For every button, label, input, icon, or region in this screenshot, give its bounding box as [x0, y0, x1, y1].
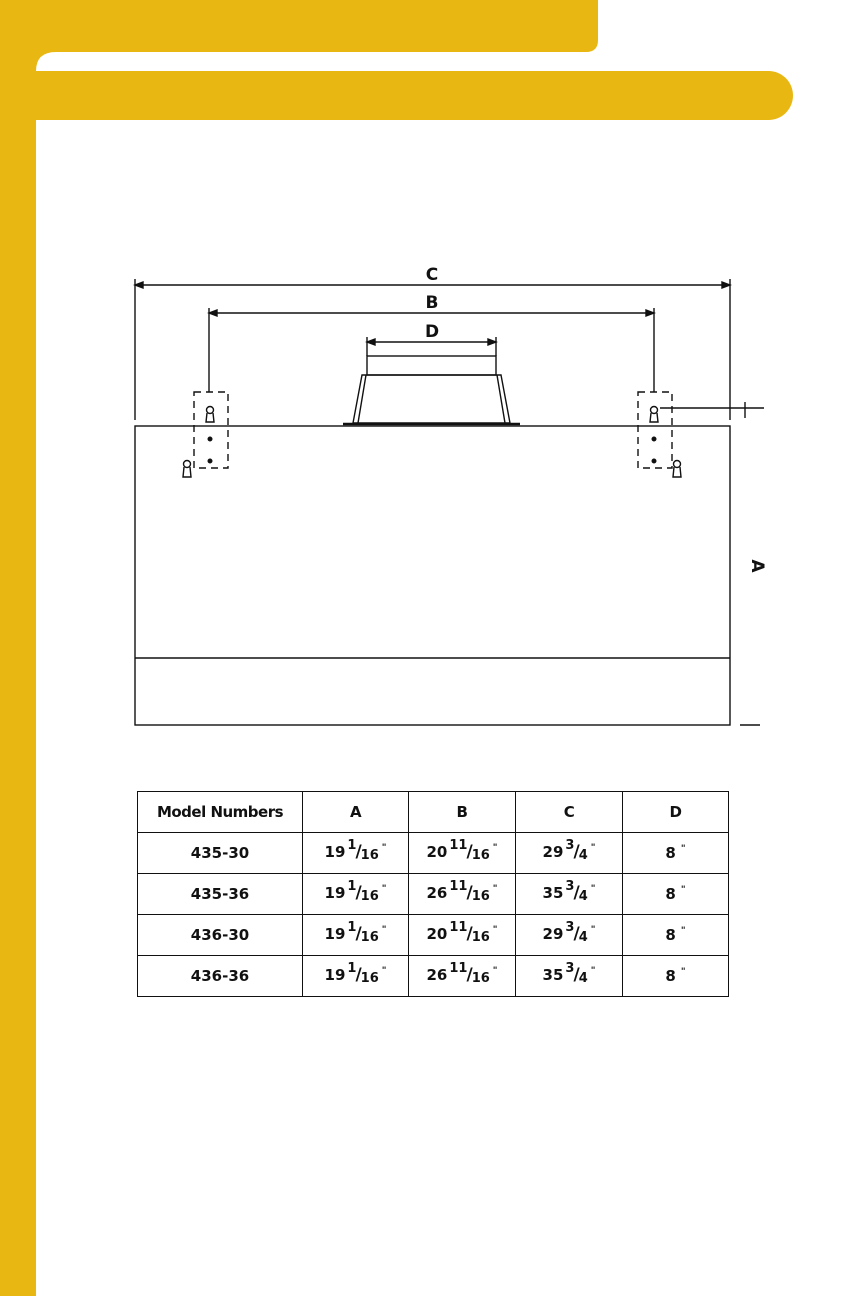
fraction-slash: /	[573, 965, 580, 985]
cell-c	[516, 833, 623, 874]
header-c: C	[516, 792, 623, 833]
num: 3	[565, 920, 575, 935]
unit: "	[381, 925, 387, 935]
fraction-value	[426, 920, 498, 945]
unit: "	[680, 967, 686, 977]
den: 16	[360, 848, 379, 863]
whole: 29	[542, 925, 564, 943]
cell-model: 435-30	[138, 833, 303, 874]
fraction-value	[542, 920, 596, 945]
cell-d	[623, 915, 729, 956]
cell-b	[409, 833, 516, 874]
whole-value	[665, 885, 685, 903]
fraction-value	[426, 879, 498, 904]
cell-a	[303, 874, 409, 915]
table-header-row	[138, 792, 729, 833]
unit: "	[492, 966, 498, 976]
whole-value	[665, 967, 685, 985]
whole-value	[665, 926, 685, 944]
den: 16	[471, 889, 490, 904]
fraction-slash: /	[466, 965, 473, 985]
den: 16	[471, 848, 490, 863]
unit: "	[492, 925, 498, 935]
num: 1	[347, 838, 357, 853]
cell-d	[623, 833, 729, 874]
header-b: B	[409, 792, 516, 833]
cell-b	[409, 874, 516, 915]
duct-transition	[353, 375, 510, 423]
num: 11	[449, 961, 468, 976]
table-row	[138, 915, 729, 956]
den: 4	[578, 889, 588, 904]
dimensions-table	[137, 791, 729, 997]
whole: 20	[426, 843, 448, 861]
cell-c	[516, 956, 623, 997]
whole: 8	[665, 926, 676, 944]
cell-model: 436-30	[138, 915, 303, 956]
fraction-slash: /	[355, 842, 362, 862]
dim-label-d: D	[424, 322, 440, 342]
fraction-slash: /	[466, 842, 473, 862]
whole: 20	[426, 925, 448, 943]
num: 11	[449, 838, 468, 853]
unit: "	[381, 843, 387, 853]
den: 4	[578, 930, 588, 945]
fraction-value	[324, 838, 387, 863]
dim-label-b: B	[425, 293, 439, 313]
cell-model: 435-36	[138, 874, 303, 915]
left-mounting-bracket	[194, 392, 228, 468]
unit: "	[680, 926, 686, 936]
unit: "	[492, 843, 498, 853]
right-mounting-bracket	[638, 392, 672, 468]
den: 4	[578, 848, 588, 863]
den: 16	[471, 971, 490, 986]
den: 4	[578, 971, 588, 986]
fraction-value	[542, 879, 596, 904]
table-row	[138, 874, 729, 915]
header-model-numbers: Model Numbers	[138, 792, 303, 833]
fraction-slash: /	[466, 883, 473, 903]
num: 11	[449, 920, 468, 935]
num: 1	[347, 920, 357, 935]
whole: 19	[324, 884, 346, 902]
cell-b	[409, 956, 516, 997]
unit: "	[680, 844, 686, 854]
fraction-slash: /	[573, 883, 580, 903]
fraction-value	[324, 879, 387, 904]
fraction-slash: /	[466, 924, 473, 944]
den: 16	[471, 930, 490, 945]
cell-a	[303, 915, 409, 956]
whole: 35	[542, 966, 564, 984]
header-a: A	[303, 792, 409, 833]
dim-label-a: A	[747, 559, 767, 573]
whole-value	[665, 844, 685, 862]
fraction-slash: /	[355, 965, 362, 985]
whole: 19	[324, 843, 346, 861]
whole: 26	[426, 966, 448, 984]
fraction-slash: /	[573, 842, 580, 862]
unit: "	[680, 885, 686, 895]
cell-c	[516, 915, 623, 956]
table-row	[138, 956, 729, 997]
den: 16	[360, 889, 379, 904]
num: 3	[565, 879, 575, 894]
fraction-value	[324, 920, 387, 945]
cell-c	[516, 874, 623, 915]
unit: "	[381, 966, 387, 976]
fraction-value	[542, 838, 596, 863]
cell-b	[409, 915, 516, 956]
whole: 26	[426, 884, 448, 902]
table-row	[138, 833, 729, 874]
duct-collar	[367, 356, 496, 375]
whole: 8	[665, 885, 676, 903]
unit: "	[492, 884, 498, 894]
fraction-slash: /	[573, 924, 580, 944]
whole: 19	[324, 925, 346, 943]
num: 1	[347, 879, 357, 894]
fraction-value	[324, 961, 387, 986]
header-d: D	[623, 792, 729, 833]
unit: "	[590, 925, 596, 935]
cell-a	[303, 956, 409, 997]
fraction-value	[426, 961, 498, 986]
num: 11	[449, 879, 468, 894]
num: 3	[565, 838, 575, 853]
whole: 19	[324, 966, 346, 984]
unit: "	[590, 843, 596, 853]
unit: "	[590, 966, 596, 976]
whole: 8	[665, 967, 676, 985]
num: 3	[565, 961, 575, 976]
num: 1	[347, 961, 357, 976]
hood-body	[135, 426, 730, 725]
dim-label-c: C	[425, 265, 439, 285]
unit: "	[590, 884, 596, 894]
whole: 35	[542, 884, 564, 902]
den: 16	[360, 971, 379, 986]
cell-d	[623, 956, 729, 997]
fraction-slash: /	[355, 924, 362, 944]
fraction-slash: /	[355, 883, 362, 903]
den: 16	[360, 930, 379, 945]
whole: 8	[665, 844, 676, 862]
cell-d	[623, 874, 729, 915]
whole: 29	[542, 843, 564, 861]
cell-model: 436-36	[138, 956, 303, 997]
fraction-value	[426, 838, 498, 863]
unit: "	[381, 884, 387, 894]
cell-a	[303, 833, 409, 874]
fraction-value	[542, 961, 596, 986]
